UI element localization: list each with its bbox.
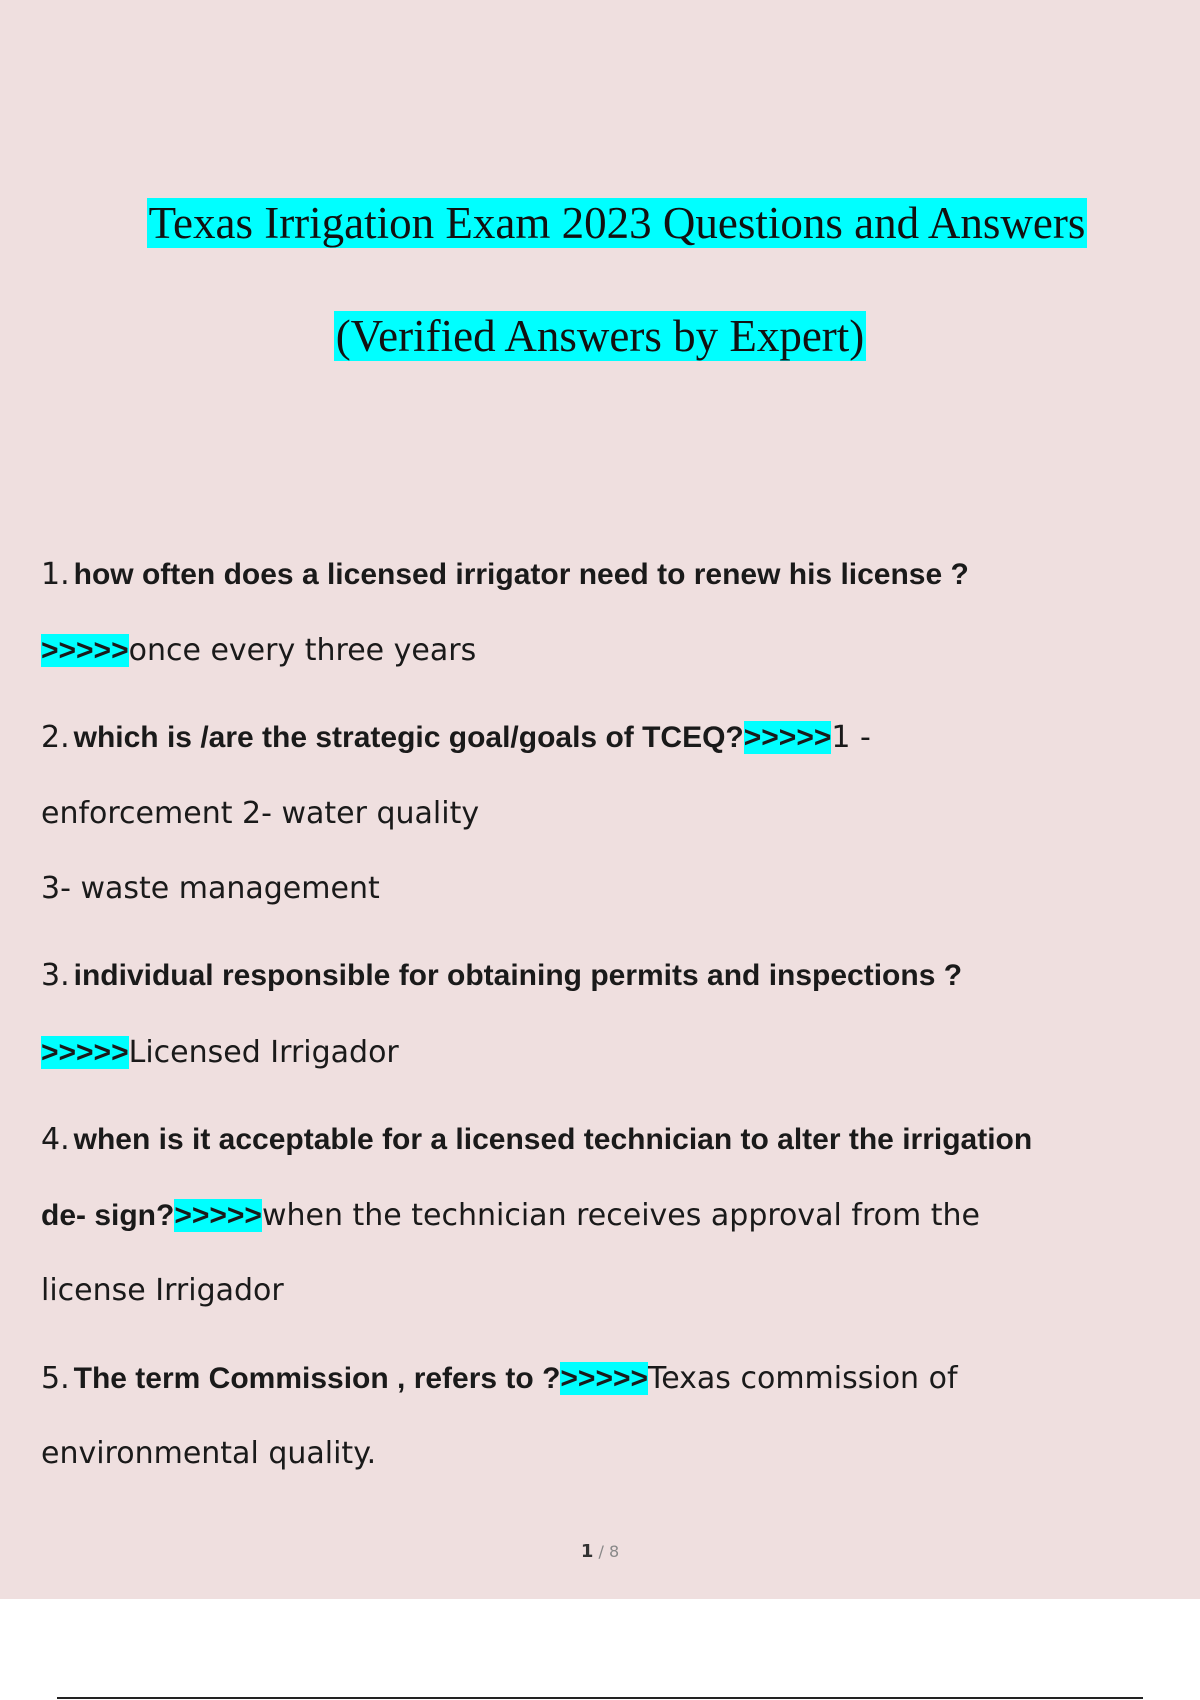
next-page-divider (57, 1697, 1143, 1699)
answer-marker: >>>>> (41, 1036, 129, 1069)
page-number-current: 1 (580, 1541, 594, 1562)
answer-text: environmental quality. (41, 1436, 377, 1471)
question-2 (41, 718, 1171, 758)
answer-4-line-2 (41, 1271, 1171, 1311)
answer-marker: >>>>> (174, 1199, 262, 1232)
question-number: 2. (41, 720, 70, 755)
answer-text: enforcement 2- water quality (41, 796, 480, 831)
document-title-line-2 (0, 308, 1200, 364)
answer-marker: >>>>> (743, 721, 832, 754)
page-number-total: 8 (608, 1542, 620, 1561)
answer-marker: >>>>> (560, 1362, 649, 1395)
page-number-separator: / (598, 1542, 604, 1561)
question-text: de- sign? (41, 1199, 175, 1232)
answer-1 (41, 631, 1171, 671)
answer-2-line-3 (41, 869, 1171, 909)
answer-2-line-2 (41, 794, 1171, 834)
question-number: 4. (41, 1122, 70, 1157)
answer-text: 3- waste management (41, 871, 380, 906)
question-5 (41, 1359, 1171, 1399)
answer-text: Texas commission of (648, 1361, 958, 1396)
question-number: 3. (41, 958, 70, 993)
question-3 (41, 956, 1171, 996)
question-text: The term Commission , refers to ? (73, 1362, 561, 1395)
answer-text: 1 - (831, 720, 871, 755)
question-number: 5. (41, 1361, 70, 1396)
question-text: which is /are the strategic goal/goals of TCEQ? (73, 721, 744, 754)
question-text: when is it acceptable for a licensed technician to alter the irrigation (73, 1123, 1033, 1156)
answer-marker: >>>>> (41, 634, 129, 667)
answer-text: once every three years (128, 633, 477, 668)
answer-text: Licensed Irrigador (128, 1035, 399, 1070)
question-4-line-2 (41, 1196, 1171, 1236)
question-text: how often does a licensed irrigator need to renew his license ? (73, 558, 969, 591)
answer-text: license Irrigador (41, 1273, 284, 1308)
document-title-line-1 (17, 195, 1200, 251)
question-1 (41, 555, 1171, 595)
answer-text: when the technician receives approval from the (261, 1198, 981, 1233)
title-highlight-2: (Verified Answers by Expert) (335, 311, 865, 361)
answer-5-line-2 (41, 1434, 1171, 1474)
title-highlight-1: Texas Irrigation Exam 2023 Questions and Answers (148, 198, 1086, 248)
question-4 (41, 1120, 1171, 1160)
page-indicator (0, 1541, 1200, 1562)
answer-3 (41, 1033, 1171, 1073)
question-number: 1. (41, 557, 70, 592)
question-text: individual responsible for obtaining permits and inspections ? (73, 959, 963, 992)
